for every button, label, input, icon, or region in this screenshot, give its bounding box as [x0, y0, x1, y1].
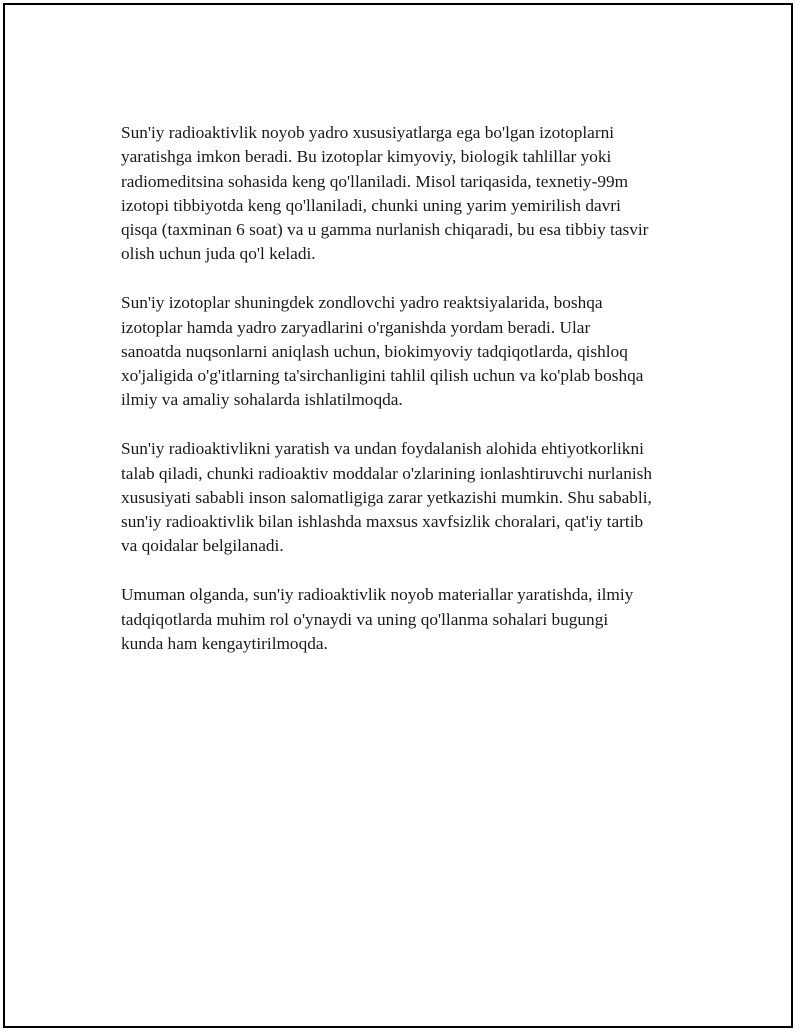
text-line: kunda ham kengaytirilmoqda. — [121, 633, 328, 653]
text-line: ilmiy va amaliy sohalarda ishlatilmoqda. — [121, 390, 403, 410]
paragraph-2 — [121, 291, 691, 412]
text-line: va qoidalar belgilanadi. — [121, 536, 284, 556]
text-line: sun'iy radioaktivlik bilan ishlashda maxsus xavfsizlik choralari, qat'iy tartib — [121, 512, 644, 532]
paragraph-1 — [121, 121, 691, 267]
text-line: talab qiladi, chunki radioaktiv moddalar o'zlarining ionlashtiruvchi nurlanish — [121, 463, 653, 483]
text-line: tadqiqotlarda muhim rol o'ynaydi va uning qo'llanma sohalari bugungi — [121, 609, 609, 629]
paragraph-3 — [121, 437, 691, 558]
text-line: xususiyati sababli inson salomatligiga zarar yetkazishi mumkin. Shu sababli, — [121, 487, 652, 507]
text-line: Umuman olganda, sun'iy radioaktivlik noyob materiallar yaratishda, ilmiy — [121, 585, 634, 605]
document-body — [121, 121, 691, 681]
text-line: xo'jaligida o'g'itlarning ta'sirchanligini tahlil qilish uchun va ko'plab boshqa — [121, 366, 644, 386]
text-line: izotopi tibbiyotda keng qo'llaniladi, chunki uning yarim yemirilish davri — [121, 195, 621, 215]
text-line: Sun'iy izotoplar shuningdek zondlovchi yadro reaktsiyalarida, boshqa — [121, 293, 603, 313]
text-line: Sun'iy radioaktivlikni yaratish va undan foydalanish alohida ehtiyotkorlikni — [121, 439, 644, 459]
text-line: olish uchun juda qo'l keladi. — [121, 244, 316, 264]
text-line: sanoatda nuqsonlarni aniqlash uchun, biokimyoviy tadqiqotlarda, qishloq — [121, 341, 628, 361]
text-line: yaratishga imkon beradi. Bu izotoplar kimyoviy, biologik tahlillar yoki — [121, 147, 612, 167]
text-line: Sun'iy radioaktivlik noyob yadro xususiyatlarga ega bo'lgan izotoplarni — [121, 123, 615, 142]
paragraph-4 — [121, 583, 691, 656]
text-line: izotoplar hamda yadro zaryadlarini o'rganishda yordam beradi. Ular — [121, 317, 591, 337]
text-line: radiomeditsina sohasida keng qo'llaniladi. Misol tariqasida, texnetiy-99m — [121, 171, 629, 191]
document-page — [3, 3, 793, 1028]
text-line: qisqa (taxminan 6 soat) va u gamma nurlanish chiqaradi, bu esa tibbiy tasvir — [121, 220, 649, 240]
